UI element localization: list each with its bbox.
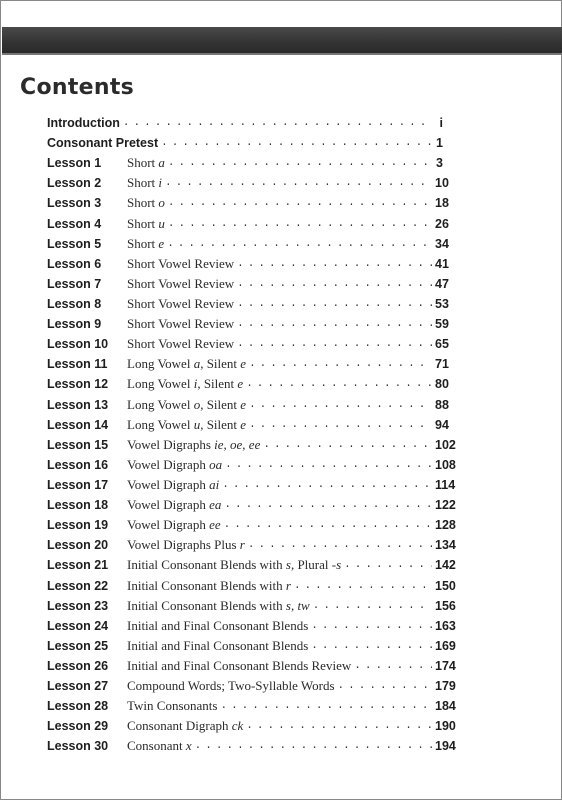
lesson-topic: Initial and Final Consonant Blends — [127, 617, 309, 633]
lesson-label: Lesson 27 — [47, 679, 109, 694]
toc-entry[interactable] — [47, 475, 456, 495]
toc-entry[interactable] — [47, 676, 456, 696]
toc-page-number: 53 — [435, 297, 449, 312]
dot-leader — [294, 580, 432, 592]
lesson-topic: Compound Words; Two-Syllable Words — [127, 678, 335, 694]
lesson-label: Lesson 15 — [47, 437, 109, 452]
dot-leader — [249, 419, 432, 431]
toc-page-number: 65 — [435, 337, 449, 352]
dot-leader — [220, 700, 432, 712]
dot-leader — [246, 378, 432, 390]
lesson-topic: Long Vowel u, Silent e — [127, 416, 247, 432]
toc-page-number: 114 — [435, 478, 456, 493]
dot-leader — [168, 157, 432, 169]
lesson-label: Lesson 7 — [47, 276, 102, 291]
lesson-label: Lesson 19 — [47, 518, 109, 533]
toc-page-number: 174 — [435, 659, 456, 673]
lesson-topic: Initial and Final Consonant Blends Review — [127, 658, 352, 673]
dot-leader — [168, 218, 432, 230]
dot-leader — [195, 740, 432, 752]
toc-entry[interactable] — [47, 415, 449, 435]
toc-entry[interactable] — [47, 435, 456, 455]
toc-page-number: 122 — [435, 498, 456, 513]
dot-leader — [168, 197, 432, 209]
lesson-topic: Vowel Digraph ai — [127, 477, 220, 493]
lesson-label: Lesson 14 — [47, 417, 109, 432]
lesson-topic: Short o — [127, 195, 165, 211]
lesson-label: Lesson 21 — [47, 558, 109, 573]
toc-page-number: 41 — [435, 256, 449, 271]
dot-leader — [237, 298, 432, 310]
toc-page-number: 156 — [435, 598, 456, 613]
toc-page-number: 150 — [435, 578, 456, 593]
toc-entry[interactable] — [47, 576, 456, 596]
toc-entry[interactable] — [47, 153, 443, 173]
dot-leader — [344, 559, 432, 571]
toc-entry[interactable] — [47, 214, 449, 234]
dot-leader — [313, 600, 432, 612]
lesson-label: Lesson 29 — [47, 719, 109, 734]
dot-leader — [237, 318, 432, 330]
dot-leader — [161, 137, 432, 149]
lesson-topic: Initial Consonant Blends with r — [127, 577, 291, 593]
toc-entry[interactable] — [47, 395, 449, 415]
lesson-topic: Short Vowel Review — [127, 336, 235, 352]
toc-entry[interactable] — [47, 515, 456, 535]
toc-page-number: 190 — [435, 719, 456, 734]
lesson-label: Lesson 26 — [47, 659, 109, 673]
toc-page-number: 102 — [435, 437, 456, 452]
lesson-label: Lesson 9 — [47, 317, 102, 332]
toc-page-number: 88 — [435, 397, 449, 412]
toc-entry[interactable] — [47, 314, 449, 334]
toc-page-number: 163 — [435, 618, 456, 633]
toc-entry[interactable] — [47, 535, 456, 555]
toc-entry[interactable] — [47, 736, 456, 756]
dot-leader — [248, 539, 432, 551]
lesson-label: Lesson 1 — [47, 156, 102, 171]
dot-leader — [354, 660, 432, 672]
toc-entry-label: Introduction — [47, 116, 120, 131]
toc-page-number: 179 — [435, 679, 456, 694]
toc-entry[interactable] — [47, 656, 456, 676]
toc-page-number: 134 — [435, 538, 456, 553]
lesson-topic: Short Vowel Review — [127, 275, 235, 291]
toc-page-number: 80 — [435, 377, 449, 392]
toc-entry[interactable] — [47, 636, 456, 656]
toc-page-number: 47 — [435, 276, 449, 291]
lesson-topic: Vowel Digraph ee — [127, 517, 221, 533]
lesson-topic: Vowel Digraph oa — [127, 456, 223, 472]
lesson-topic: Vowel Digraphs Plus r — [127, 537, 245, 553]
lesson-label: Lesson 13 — [47, 397, 109, 412]
lesson-topic: Consonant Digraph ck — [127, 718, 244, 734]
lesson-topic: Short e — [127, 235, 165, 251]
toc-page-number: 59 — [435, 317, 449, 332]
lesson-label: Lesson 20 — [47, 538, 109, 553]
toc-entry[interactable] — [47, 234, 449, 254]
toc-page-number: 71 — [435, 357, 449, 372]
lesson-topic: Initial Consonant Blends with s, tw — [127, 597, 310, 613]
toc-page-number: 108 — [435, 457, 456, 472]
lesson-topic: Short u — [127, 215, 165, 231]
lesson-label: Lesson 8 — [47, 297, 102, 312]
dot-leader — [167, 238, 432, 250]
lesson-topic: Vowel Digraph ea — [127, 497, 222, 513]
lesson-label: Lesson 18 — [47, 498, 109, 513]
lesson-topic: Initial Consonant Blends with s, Plural -s — [127, 557, 342, 573]
toc-entry[interactable] — [47, 716, 456, 736]
toc-entry[interactable] — [47, 113, 443, 133]
page-title: Contents — [20, 75, 135, 100]
toc-entry[interactable] — [47, 354, 449, 374]
toc-page-number: 3 — [436, 156, 443, 171]
dot-leader — [225, 459, 432, 471]
lesson-topic: Initial and Final Consonant Blends — [127, 637, 309, 653]
dot-leader — [249, 358, 432, 370]
toc-entry[interactable] — [47, 334, 449, 354]
lesson-label: Lesson 24 — [47, 618, 109, 633]
dot-leader — [224, 499, 432, 511]
toc-entry[interactable] — [47, 495, 456, 515]
dot-leader — [222, 479, 432, 491]
toc-entry[interactable] — [47, 596, 456, 616]
lesson-label: Lesson 5 — [47, 236, 102, 251]
lesson-label: Lesson 16 — [47, 457, 109, 472]
toc-page-number: 34 — [435, 236, 449, 251]
lesson-label: Lesson 10 — [47, 337, 109, 352]
lesson-label: Lesson 4 — [47, 216, 102, 231]
lesson-topic: Long Vowel a, Silent e — [127, 356, 247, 372]
toc-page-number: i — [439, 116, 443, 131]
lesson-topic: Twin Consonants — [127, 698, 218, 714]
lesson-label: Lesson 2 — [47, 176, 102, 191]
toc-entry[interactable] — [47, 374, 449, 394]
table-of-contents — [47, 113, 456, 757]
lesson-topic: Long Vowel i, Silent e — [127, 376, 244, 392]
dot-leader — [237, 258, 432, 270]
toc-page-number: 184 — [435, 699, 456, 714]
lesson-label: Lesson 11 — [47, 357, 108, 372]
lesson-label: Lesson 25 — [47, 638, 109, 653]
lesson-topic: Short a — [127, 155, 165, 171]
lesson-label: Lesson 3 — [47, 196, 102, 211]
toc-page-number: 94 — [435, 417, 449, 432]
lesson-topic: Short i — [127, 175, 163, 191]
lesson-topic: Consonant x — [127, 738, 192, 754]
lesson-topic: Vowel Digraphs ie, oe, ee — [127, 436, 261, 452]
header-bar — [2, 27, 562, 55]
toc-entry[interactable] — [47, 254, 449, 274]
toc-entry[interactable] — [47, 294, 449, 314]
dot-leader — [123, 117, 432, 129]
toc-entry[interactable] — [47, 173, 449, 193]
lesson-label: Lesson 6 — [47, 256, 102, 271]
lesson-label: Lesson 30 — [47, 739, 109, 754]
lesson-label: Lesson 23 — [47, 598, 109, 613]
lesson-label: Lesson 12 — [47, 377, 109, 392]
dot-leader — [165, 177, 432, 189]
lesson-label: Lesson 17 — [47, 478, 109, 493]
toc-entry[interactable] — [47, 274, 449, 294]
dot-leader — [237, 338, 432, 350]
dot-leader — [311, 620, 432, 632]
dot-leader — [311, 640, 432, 652]
lesson-topic: Long Vowel o, Silent e — [127, 396, 247, 412]
toc-page-number: 169 — [435, 638, 456, 653]
toc-page-number: 18 — [435, 196, 449, 211]
toc-page-number: 128 — [435, 518, 456, 533]
dot-leader — [246, 720, 432, 732]
toc-entry[interactable] — [47, 193, 449, 213]
toc-entry-label: Consonant Pretest — [47, 136, 159, 151]
lesson-topic: Short Vowel Review — [127, 316, 235, 332]
lesson-topic: Short Vowel Review — [127, 296, 235, 312]
toc-page-number: 26 — [435, 216, 449, 231]
toc-entry[interactable] — [47, 696, 456, 716]
toc-entry[interactable] — [47, 555, 456, 575]
toc-entry[interactable] — [47, 455, 456, 475]
toc-page-number: 10 — [435, 176, 449, 191]
dot-leader — [237, 278, 432, 290]
toc-entry[interactable] — [47, 616, 456, 636]
dot-leader — [224, 519, 432, 531]
lesson-topic: Short Vowel Review — [127, 255, 235, 271]
dot-leader — [338, 680, 432, 692]
lesson-label: Lesson 28 — [47, 699, 109, 714]
toc-page-number: 142 — [435, 558, 456, 573]
dot-leader — [263, 439, 432, 451]
toc-entry[interactable] — [47, 133, 443, 153]
toc-page-number: 1 — [436, 136, 443, 151]
lesson-label: Lesson 22 — [47, 578, 109, 593]
toc-page-number: 194 — [435, 739, 456, 754]
dot-leader — [249, 399, 432, 411]
